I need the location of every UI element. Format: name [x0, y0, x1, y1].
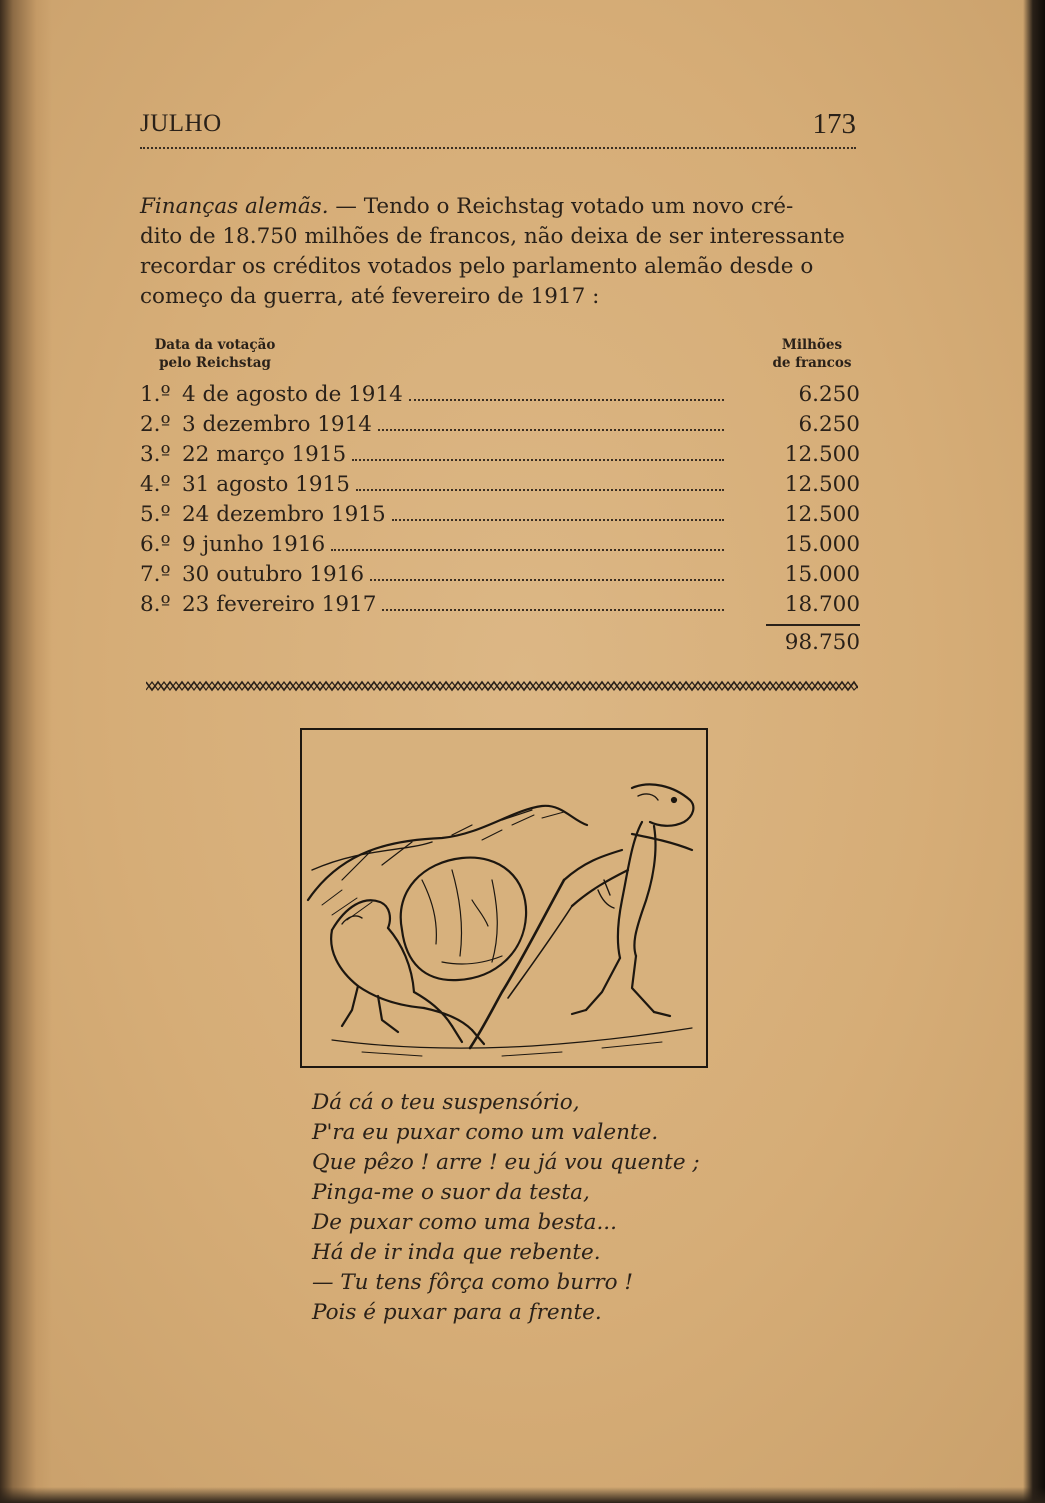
dot-leader — [392, 502, 724, 521]
ornamental-divider — [146, 676, 858, 696]
verse-line-5: De puxar como uma besta... — [312, 1210, 617, 1235]
page-edge-shadow — [1023, 0, 1045, 1503]
verse-line-2: P'ra eu puxar como um valente. — [312, 1120, 659, 1145]
dot-leader — [331, 532, 724, 551]
section-title: JULHO — [140, 110, 222, 137]
table-row — [140, 500, 860, 530]
row-date: 22 março 1915 — [182, 442, 347, 467]
row-ordinal: 2.º — [140, 412, 171, 437]
row-date: 4 de agosto de 1914 — [182, 382, 403, 407]
row-date: 31 agosto 1915 — [182, 472, 350, 497]
page-number: 173 — [812, 108, 856, 140]
row-ordinal: 1.º — [140, 382, 171, 407]
credits-table — [140, 380, 860, 620]
row-date: 23 fevereiro 1917 — [182, 592, 377, 617]
row-date: 3 dezembro 1914 — [182, 412, 372, 437]
table-row — [140, 440, 860, 470]
row-ordinal: 4.º — [140, 472, 171, 497]
row-ordinal: 5.º — [140, 502, 171, 527]
table-header-date: Data da votação pelo Reichstag — [154, 337, 276, 371]
row-amount: 12.500 — [784, 472, 860, 497]
row-ordinal: 8.º — [140, 592, 171, 617]
paragraph-line-4: começo da guerra, até fevereiro de 1917 : — [140, 284, 600, 309]
cartoon-illustration — [300, 728, 708, 1068]
dot-leader — [409, 382, 724, 401]
row-amount: 18.700 — [784, 592, 860, 617]
dot-leader — [378, 412, 724, 431]
row-amount: 12.500 — [784, 442, 860, 467]
table-row — [140, 590, 860, 620]
row-date: 30 outubro 1916 — [182, 562, 365, 587]
dot-leader — [370, 562, 724, 581]
paragraph-line-1: Finanças alemãs. — Tendo o Reichstag votado um novo cré- — [140, 194, 794, 219]
table-row — [140, 530, 860, 560]
dot-leader — [356, 472, 724, 491]
verse-line-8: Pois é puxar para a frente. — [312, 1300, 602, 1325]
dot-leader — [382, 592, 724, 611]
verse-block — [312, 1088, 700, 1328]
paragraph-line-2: dito de 18.750 milhões de francos, não deixa de ser interessante — [140, 224, 845, 249]
table-row — [140, 410, 860, 440]
page-bottom-shadow — [0, 1487, 1045, 1503]
cartoon-drawing — [302, 730, 706, 1066]
verse-line-4: Pinga-me o suor da testa, — [312, 1180, 590, 1205]
row-date: 9 junho 1916 — [182, 532, 326, 557]
header-divider — [140, 147, 856, 149]
verse-line-6: Há de ir inda que rebente. — [312, 1240, 601, 1265]
row-amount: 15.000 — [784, 532, 860, 557]
verse-line-7: — Tu tens fôrça como burro ! — [312, 1270, 634, 1295]
verse-line-3: Que pêzo ! arre ! eu já vou quente ; — [312, 1150, 700, 1175]
row-ordinal: 6.º — [140, 532, 171, 557]
table-header-amount: Milhões de francos — [772, 337, 852, 371]
article-paragraph — [140, 192, 860, 312]
verse-line-1: Dá cá o teu suspensório, — [312, 1090, 580, 1115]
running-header — [140, 108, 856, 144]
row-amount: 6.250 — [798, 382, 860, 407]
row-ordinal: 7.º — [140, 562, 171, 587]
row-ordinal: 3.º — [140, 442, 171, 467]
book-spine-shadow — [0, 0, 52, 1503]
table-row — [140, 560, 860, 590]
row-amount: 6.250 — [798, 412, 860, 437]
dot-leader — [352, 442, 724, 461]
table-row — [140, 380, 860, 410]
article-title: Finanças alemãs. — [140, 194, 329, 219]
row-amount: 15.000 — [784, 562, 860, 587]
paragraph-line-3: recordar os créditos votados pelo parlamento alemão desde o — [140, 254, 814, 279]
row-amount: 12.500 — [784, 502, 860, 527]
row-date: 24 dezembro 1915 — [182, 502, 386, 527]
table-row — [140, 470, 860, 500]
table-total: 98.750 — [784, 630, 860, 655]
